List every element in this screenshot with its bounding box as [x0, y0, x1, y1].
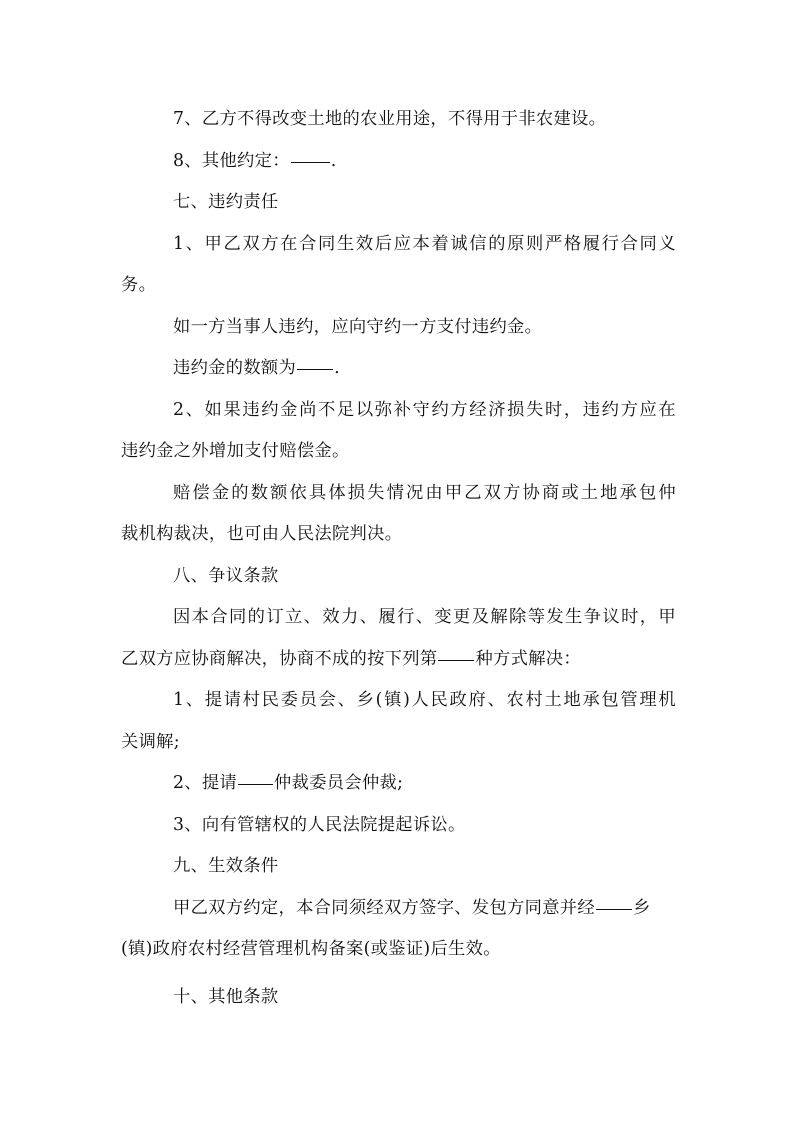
section-heading-10 — [121, 977, 676, 1019]
paragraph-text: 乡 — [632, 897, 651, 918]
paragraph-line — [121, 224, 676, 266]
paragraph-text: . — [334, 358, 340, 378]
fill-in-blank[interactable] — [438, 659, 474, 661]
paragraph-text: 如一方当事人违约，应向守约一方支付违约金。 — [173, 316, 543, 337]
paragraph-line — [121, 680, 676, 722]
paragraph-text: (镇)政府农村经营管理机构备案(或鉴证)后生效。 — [121, 939, 501, 959]
heading-text: 八、争议条款 — [173, 565, 279, 586]
heading-text: 九、生效条件 — [173, 856, 279, 876]
paragraph-line — [121, 763, 676, 805]
paragraph-line — [121, 805, 676, 847]
paragraph-text: 因本合同的订立、效力、履行、变更及解除等发生争议时，甲 — [173, 607, 676, 627]
paragraph-text: 1、甲乙双方在合同生效后应本着诚信的原则严格履行合同义 — [173, 233, 676, 254]
paragraph-text: 甲乙双方约定，本合同须经双方签字、发包方同意并经 — [173, 897, 595, 918]
paragraph-line — [121, 390, 676, 432]
fill-in-blank[interactable] — [291, 161, 330, 163]
paragraph-line — [121, 431, 676, 473]
clause-text: . — [330, 150, 337, 171]
paragraph-text: 1、提请村民委员会、乡(镇)人民政府、农村土地承包管理机 — [173, 690, 676, 710]
fill-in-blank[interactable] — [596, 908, 632, 910]
paragraph-line — [121, 265, 676, 307]
paragraph-text: 种方式解决： — [475, 648, 581, 669]
paragraph-line — [121, 639, 676, 681]
heading-text: 七、违约责任 — [173, 192, 279, 212]
paragraph-line — [121, 473, 676, 515]
paragraph-line — [121, 929, 676, 971]
heading-text: 十、其他条款 — [173, 986, 279, 1007]
section-heading-9 — [121, 846, 676, 888]
section-heading-8 — [121, 556, 676, 598]
paragraph-text: 违约金之外增加支付赔偿金。 — [121, 441, 350, 461]
paragraph-text: 关调解; — [121, 731, 180, 752]
paragraph-line — [121, 597, 676, 639]
paragraph-line — [121, 888, 676, 930]
paragraph-line — [121, 514, 676, 556]
fill-in-blank[interactable] — [297, 368, 333, 370]
paragraph-text: 仲裁委员会仲裁; — [274, 773, 404, 793]
paragraph-line — [121, 307, 676, 349]
paragraph-text: 赔偿金的数额依具体损失情况由甲乙双方协商或土地承包仲 — [173, 482, 676, 503]
paragraph-text: 裁机构裁决，也可由人民法院判决。 — [121, 524, 403, 544]
paragraph-text: 违约金的数额为 — [173, 358, 297, 378]
paragraph-text: 务。 — [121, 275, 157, 295]
paragraph-text: 2、提请 — [173, 773, 238, 793]
fill-in-blank[interactable] — [238, 783, 273, 785]
paragraph-line — [121, 348, 676, 390]
clause-8-other-agreement — [121, 141, 676, 183]
paragraph-text: 2、如果违约金尚不足以弥补守约方经济损失时，违约方应在 — [173, 399, 676, 420]
clause-text: 8、其他约定： — [173, 150, 290, 171]
paragraph-text: 乙双方应协商解决，协商不成的按下列第 — [121, 648, 438, 669]
section-heading-7 — [121, 182, 676, 224]
document-body — [121, 99, 676, 1018]
paragraph-line — [121, 722, 676, 764]
paragraph-text: 3、向有管辖权的人民法院提起诉讼。 — [173, 814, 466, 835]
clause-text: 7、乙方不得改变土地的农业用途，不得用于非农建设。 — [173, 109, 607, 129]
clause-7-land-use — [121, 99, 676, 141]
